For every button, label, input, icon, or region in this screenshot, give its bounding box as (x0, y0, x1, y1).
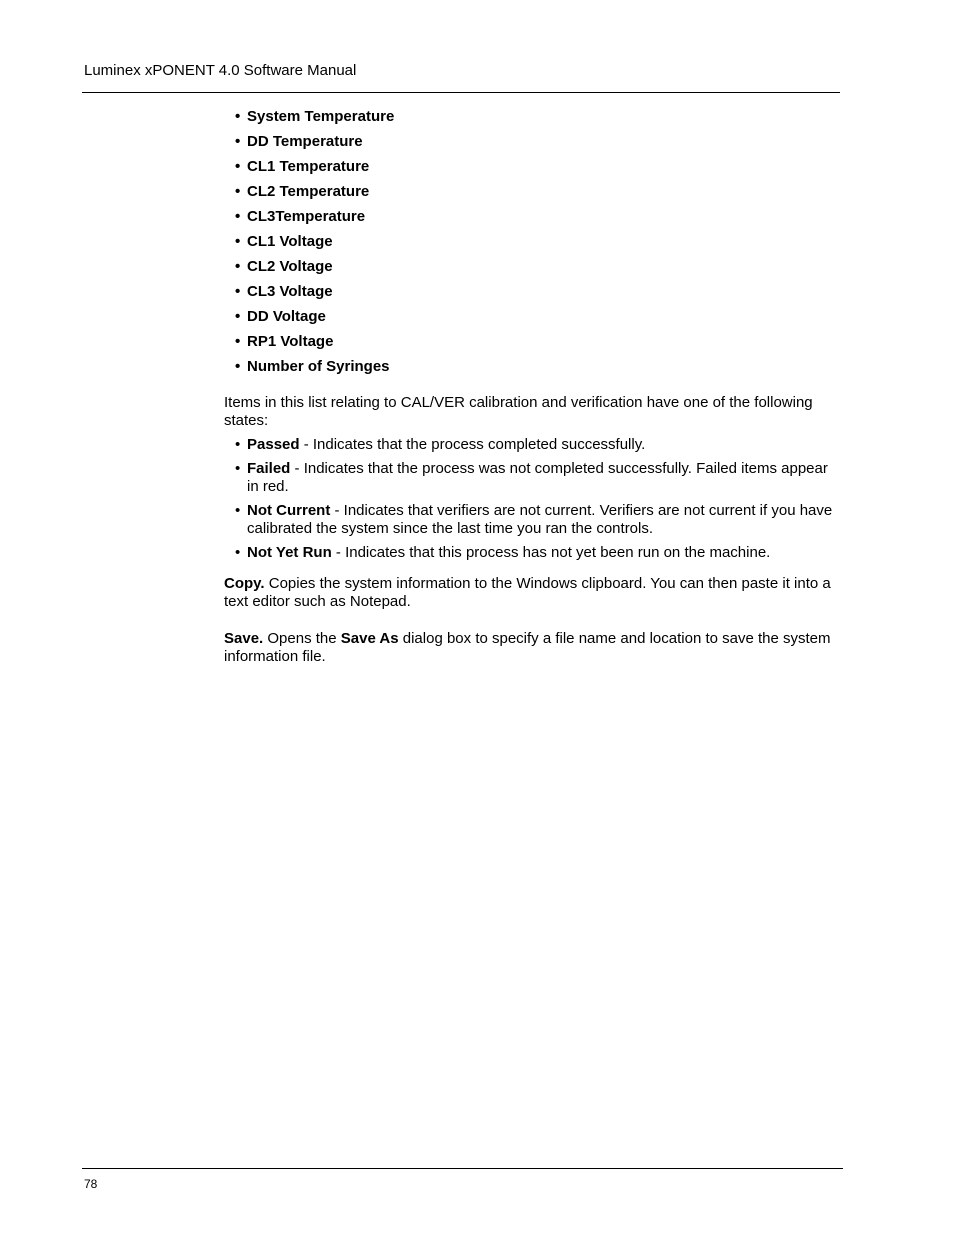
parameter-list (224, 108, 842, 383)
bullet-icon: • (235, 133, 241, 150)
parameter-label: CL3 Voltage (247, 283, 333, 300)
list-item (224, 502, 842, 538)
bullet-icon: • (235, 283, 241, 300)
save-as-dialog-name: Save As (340, 630, 399, 647)
list-item (224, 308, 842, 333)
parameter-label: RP1 Voltage (247, 333, 334, 350)
bullet-icon: • (235, 502, 241, 519)
state-list (224, 436, 842, 562)
list-item (224, 358, 842, 383)
bullet-icon: • (235, 108, 241, 125)
footer-rule (82, 1168, 843, 1169)
state-description: - Indicates that the process completed successfully. (299, 436, 646, 453)
parameter-label: Number of Syringes (247, 358, 390, 375)
copy-text: Copies the system information to the Windows clipboard. You can then paste it into a text editor such as Notepad. (224, 575, 831, 610)
header-title: Luminex xPONENT 4.0 Software Manual (84, 62, 357, 79)
bullet-icon: • (235, 460, 241, 477)
state-term: Passed (247, 436, 300, 453)
bullet-icon: • (235, 358, 241, 375)
list-item (224, 436, 842, 454)
bullet-icon: • (235, 208, 241, 225)
parameter-label: DD Voltage (247, 308, 326, 325)
parameter-label: CL3Temperature (247, 208, 366, 225)
bullet-icon: • (235, 158, 241, 175)
list-item (224, 460, 842, 496)
page-number: 78 (84, 1177, 98, 1191)
list-item (224, 544, 842, 562)
states-intro: Items in this list relating to CAL/VER calibration and verification have one of the following states: (224, 394, 813, 429)
bullet-icon: • (235, 333, 241, 350)
parameter-label: CL1 Voltage (247, 233, 333, 250)
list-item (224, 233, 842, 258)
state-term: Not Current (247, 502, 331, 519)
list-item (224, 133, 842, 158)
bullet-icon: • (235, 258, 241, 275)
list-item (224, 158, 842, 183)
bullet-icon: • (235, 183, 241, 200)
parameter-label: CL2 Temperature (247, 183, 370, 200)
list-item (224, 283, 842, 308)
list-item (224, 108, 842, 133)
header-rule (82, 92, 840, 93)
state-description: - Indicates that this process has not yet been run on the machine. (331, 544, 771, 561)
bullet-icon: • (235, 308, 241, 325)
list-item (224, 333, 842, 358)
copy-description (224, 575, 842, 611)
save-description (224, 630, 842, 666)
state-term: Failed (247, 460, 291, 477)
save-term: Save. (224, 630, 264, 647)
parameter-label: DD Temperature (247, 133, 363, 150)
state-description: - Indicates that the process was not completed successfully. Failed items appear in red. (247, 460, 828, 495)
page-content (224, 108, 842, 666)
list-item (224, 208, 842, 233)
list-item (224, 258, 842, 283)
state-term: Not Yet Run (247, 544, 332, 561)
save-text-after: dialog box to specify a file name and location to save the system information file. (224, 630, 831, 665)
state-description: - Indicates that verifiers are not current. Verifiers are not current if you have calibrated the system since the last time you ran the controls. (247, 502, 833, 537)
copy-term: Copy. (224, 575, 265, 592)
parameter-label: CL2 Voltage (247, 258, 333, 275)
save-text-before: Opens the (263, 630, 341, 647)
bullet-icon: • (235, 544, 241, 561)
bullet-icon: • (235, 436, 241, 453)
list-item (224, 183, 842, 208)
parameter-label: CL1 Temperature (247, 158, 370, 175)
bullet-icon: • (235, 233, 241, 250)
parameter-label: System Temperature (247, 108, 395, 125)
